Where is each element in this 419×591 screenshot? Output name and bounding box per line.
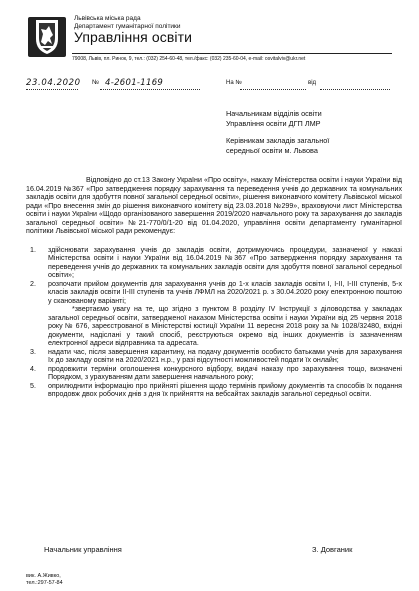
intro-paragraph: Відповідно до ст.13 Закону України «Про освіту», наказу Міністерства освіти і науки України від 16.04.2019 №367 «Про затвердження порядку зарахування та переведення учнів до державних та комунальних закладів освіти для здобуття повної загальної середньої освіти», рішення виконавчого комітету Львівської міської ради «Про внесення змін до рішення виконавчого комітету від 23.03.2018 №299», враховуючи лист Міністерства освіти і науки України «Щодо організованого завершення 2019/2020 навчального року та зарахування до закладів загальної середньої освіти» №21-770/0/1-20 від 01.04.2020, управління освіти департаменту гуманітарної політики Львівської міської ради рекомендує: bbox=[26, 176, 402, 235]
recipient-line: середньої освіти м. Львова bbox=[226, 146, 318, 155]
recommendations-list bbox=[26, 246, 402, 306]
recipient-block-1 bbox=[226, 109, 322, 129]
recipient-line: Керівникам закладів загальної bbox=[226, 136, 330, 145]
signatory-title: Начальник управління bbox=[44, 545, 122, 554]
council-name: Львівська міська рада bbox=[74, 15, 141, 22]
registration-line bbox=[26, 80, 201, 89]
signatory-name: З. Довганик bbox=[312, 545, 353, 554]
registration-note: *звертаємо увагу на те, що згідно з пунктом 8 розділу IV Інструкції з діловодства у закладах загальної середньої освіти, затвердженої наказом Міністерства освіти і науки України від 25 червня 2018 року № 676, зареєстрованої в Міністерстві юстиції України 11 вересня 2018 року за № 1028/32480, вхідні документи, надіслані у такий спосіб, реєструються окремо від інших документів із зазначенням електронної адреси відправника та адресата. bbox=[48, 305, 402, 347]
office-name: Управління освіти bbox=[74, 29, 193, 45]
list-item: 2. розпочати прийом документів для зарахування учнів до 1-х класів закладів освіти І, І-ІІ, І-ІІІ ступенів, 5-х класів закладів освіти ІІ-ІІІ ступенів та учнів ЛФМЛ на 2020/2021 р. з 30.04.2020 року електронною поштою у сканованому варіанті; bbox=[30, 279, 402, 305]
executor-name: вик. А.Живко, bbox=[26, 573, 61, 579]
lviv-coat-of-arms-logo bbox=[27, 16, 67, 58]
reference-date-label: від bbox=[308, 80, 317, 86]
letter-body bbox=[26, 176, 402, 399]
executor-phone: тел.:297-57-84 bbox=[26, 580, 63, 586]
office-address: 79008, Львів, пл. Ринок, 9, тел.: (032) 254-60-48, тел./факс: (032) 235-60-04, e-mail: osvitalviv@ukr.net bbox=[72, 56, 306, 62]
reference-number-label: На № bbox=[226, 80, 242, 86]
recommendations-list-continued bbox=[26, 348, 402, 399]
header-divider bbox=[72, 53, 392, 54]
recipient-line: Управління освіти ДГП ЛМР bbox=[226, 119, 321, 128]
registration-date: 23.04.2020 bbox=[26, 78, 81, 88]
registration-number: 4-2601-1169 bbox=[105, 78, 164, 88]
list-item: 1. здійснювати зарахування учнів до закладів освіти, дотримуючись процедури, зазначеної у наказі Міністерства освіти і науки України від 16.04.2019 №367 «Про затвердження порядку зарахування та переведення учнів до державних та комунальних закладів освіти для здобуття повної загальної середньої освіти»; bbox=[30, 245, 402, 279]
recipient-block-2 bbox=[226, 136, 329, 156]
department-name: Департамент гуманітарної політики bbox=[74, 23, 181, 30]
recipient-line: Начальникам відділів освіти bbox=[226, 109, 322, 118]
list-item: 4. продовжити терміни оголошення конкурсного відбору, видачі наказу про зарахування тощо, визначені Порядком, з урахуванням дати завершення навчального року; bbox=[30, 364, 402, 381]
list-item: 3. надати час, після завершення карантину, на подачу документів особисто батьками учнів для зарахування їх до закладу освіти на 2020/2021 н.р., у разі відсутності можливостей подати їх онлайн; bbox=[30, 347, 402, 364]
number-prefix: № bbox=[92, 79, 99, 86]
list-item: 5. оприлюднити інформацію про прийняті рішення щодо термінів прийому документів та способів їх подання впродовж двох робочих днів з дня їх прийняття на вебсайтах закладів загальної середньої освіти. bbox=[30, 381, 402, 398]
